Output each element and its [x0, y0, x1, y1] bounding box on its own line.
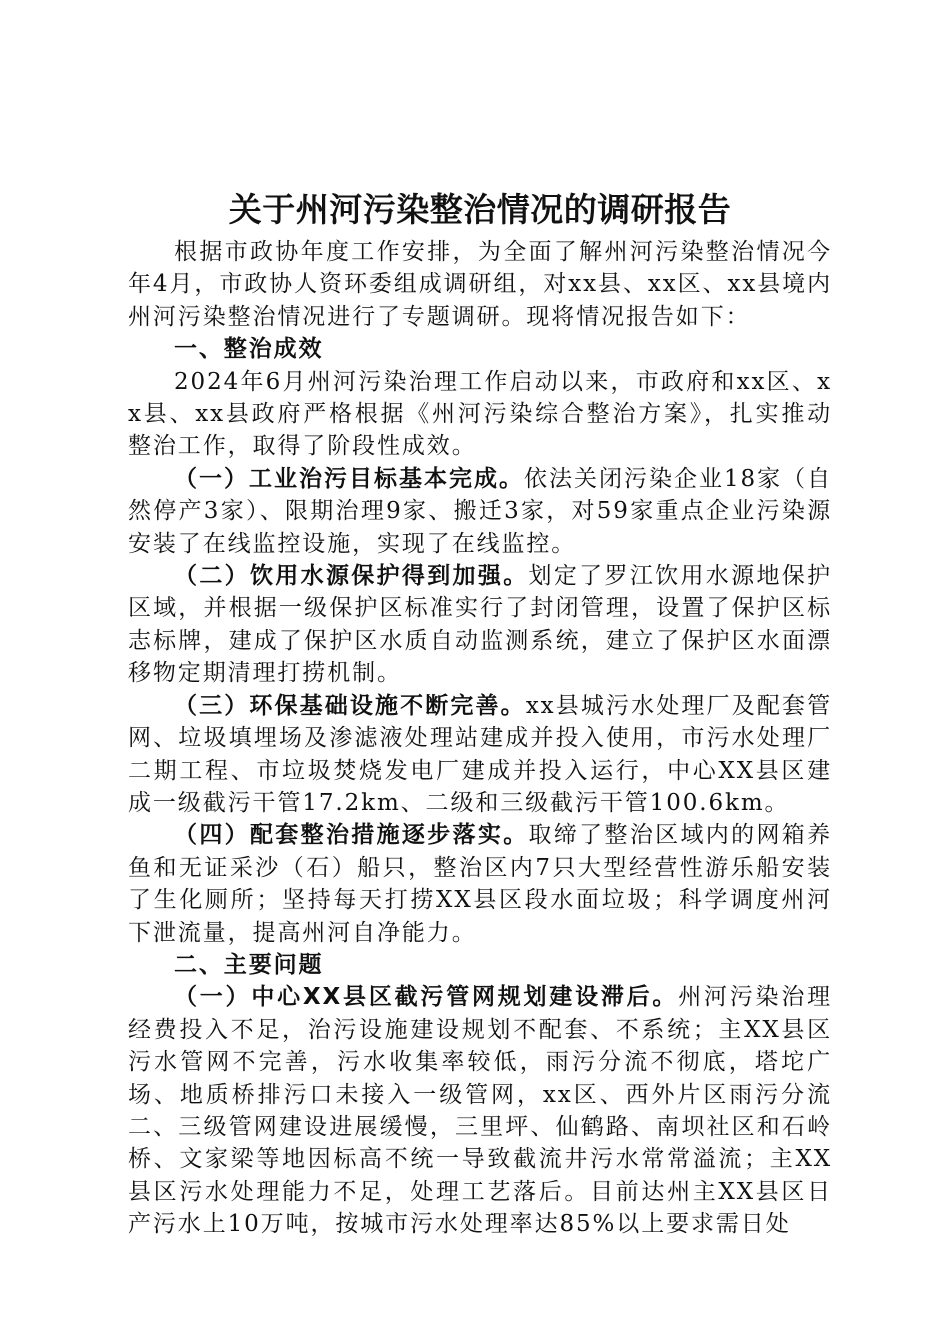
- item-lead: （一）中心XX县区截污管网规划建设滞后。: [174, 984, 679, 1011]
- item-lead: （一）工业治污目标基本完成。: [174, 465, 524, 492]
- section-body-achievements: 2024年6月州河污染治理工作启动以来，市政府和xx区、xx县、xx县政府严格根据《州河污染综合整治方案》，扎实推动整治工作，取得了阶段性成效。: [128, 368, 832, 460]
- achievement-item-4: [128, 819, 832, 949]
- item-text: 州河污染治理经费投入不足，治污设施建设规划不配套、不系统；主XX县区污水管网不完善，污水收集率较低，雨污分流不彻底，塔坨广场、地质桥排污口未接入一级管网，xx区、西外片区雨污分流二、三级管网建设进展缓慢，三里坪、仙鹤路、南坝社区和石岭桥、文家梁等地因标高不统一导致截流井污水常常溢流；主XX县区污水处理能力不足，处理工艺落后。目前达州主XX县区日产污水上10万吨，按城市污水处理率达85%以上要求需日处: [128, 984, 833, 1238]
- document-title: 关于州河污染整治情况的调研报告: [228, 190, 732, 229]
- item-text: 划定了罗江饮用水源地保护区域，并根据一级保护区标准实行了封闭管理，设置了保护区标志标牌，建成了保护区水质自动监测系统，建立了保护区水面漂移物定期清理打捞机制。: [128, 563, 832, 687]
- item-lead: （三）环保基础设施不断完善。: [174, 692, 526, 719]
- problem-item-1: [128, 981, 832, 1240]
- item-text: 依法关闭污染企业18家（自然停产3家）、限期治理9家、搬迁3家，对59家重点企业污染源安装了在线监控设施，实现了在线监控。: [128, 465, 833, 557]
- achievement-item-2: [128, 560, 832, 690]
- item-text: 取缔了整治区域内的网箱养鱼和无证采沙（石）船只，整治区内7只大型经营性游乐船安装了生化厕所；坚持每天打捞XX县区段水面垃圾；科学调度州河下泄流量，提高州河自净能力。: [128, 822, 832, 946]
- intro-paragraph: 根据市政协年度工作安排，为全面了解州河污染整治情况今年4月，市政协人资环委组成调研组，对xx县、xx区、xx县境内州河污染整治情况进行了专题调研。现将情况报告如下：: [128, 239, 832, 330]
- section-heading-problems: 二、主要问题: [174, 951, 324, 978]
- achievement-item-3: [128, 690, 832, 820]
- item-text: xx县城污水处理厂及配套管网、垃圾填埋场及渗滤液处理站建成并投入使用，市污水处理厂二期工程、市垃圾焚烧发电厂建成并投入运行，中心XX县区建成一级截污干管17.2km、二级和三级截污干管100.6km。: [128, 692, 832, 816]
- section-heading-achievements: 一、整治成效: [174, 336, 324, 363]
- document-page: [128, 186, 832, 1241]
- item-lead: （四）配套整治措施逐步落实。: [174, 822, 529, 849]
- achievement-item-1: [128, 463, 832, 560]
- item-lead: （二）饮用水源保护得到加强。: [174, 563, 529, 590]
